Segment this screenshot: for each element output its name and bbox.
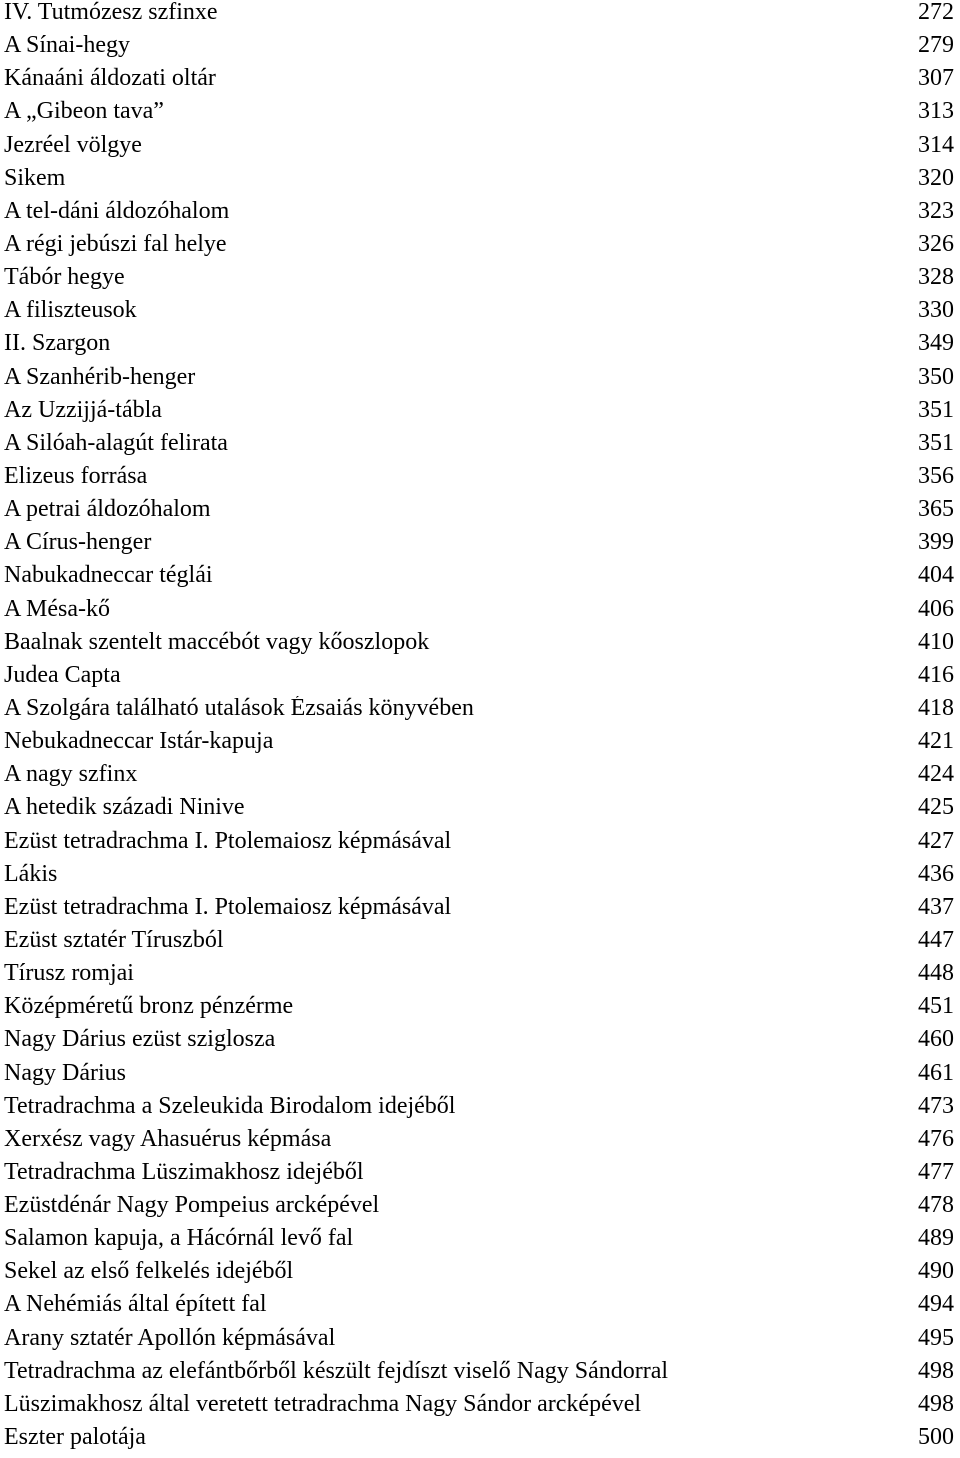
- toc-entry: [4, 431, 954, 464]
- toc-entry: [4, 597, 954, 630]
- toc-entry-page-number: 448: [918, 960, 954, 987]
- toc-entry: [4, 994, 954, 1027]
- toc-entry: [4, 1127, 954, 1160]
- toc-entry: [4, 1359, 954, 1392]
- toc-entry-title: Tábór hegye: [4, 265, 125, 290]
- table-of-illustrations: [4, 0, 954, 1458]
- toc-entry: [4, 398, 954, 431]
- toc-entry-title: Jezréel völgye: [4, 132, 142, 157]
- toc-entry-title: Ezüst sztatér Tíruszból: [4, 927, 224, 952]
- toc-entry: [4, 133, 954, 166]
- toc-entry-page-number: 427: [918, 827, 954, 854]
- toc-entry: [4, 265, 954, 298]
- toc-entry-page-number: 489: [918, 1225, 954, 1252]
- toc-entry-page-number: 307: [918, 65, 954, 92]
- toc-entry-page-number: 351: [918, 429, 954, 456]
- toc-entry-page-number: 350: [918, 363, 954, 390]
- toc-entry-page-number: 418: [918, 694, 954, 721]
- toc-entry-title: Tetradrachma az elefántbőrből készült fejdíszt viselő Nagy Sándorral: [4, 1358, 669, 1383]
- toc-entry-page-number: 365: [918, 496, 954, 523]
- toc-entry-title: Nebukadneccar Istár-kapuja: [4, 729, 274, 754]
- toc-entry-title: Középméretű bronz pénzérme: [4, 994, 294, 1019]
- toc-entry: [4, 928, 954, 961]
- toc-entry-title: A Sínai-hegy: [4, 33, 130, 58]
- toc-entry-page-number: 436: [918, 860, 954, 887]
- toc-entry: [4, 795, 954, 828]
- toc-entry-title: Elizeus forrása: [4, 463, 148, 488]
- toc-entry-page-number: 425: [918, 794, 954, 821]
- toc-entry: [4, 961, 954, 994]
- toc-entry: [4, 1292, 954, 1325]
- toc-entry-title: A „Gibeon tava”: [4, 99, 164, 124]
- toc-entry: [4, 1392, 954, 1425]
- toc-entry-title: Xerxész vagy Ahasuérus képmása: [4, 1126, 332, 1151]
- toc-entry-title: A Nehémiás által épített fal: [4, 1292, 267, 1317]
- toc-entry-page-number: 498: [918, 1357, 954, 1384]
- toc-entry: [4, 563, 954, 596]
- toc-entry-title: A Szanhérib-henger: [4, 364, 196, 389]
- toc-entry: [4, 1160, 954, 1193]
- toc-entry-title: Baalnak szentelt maccébót vagy kőoszlopok: [4, 629, 430, 654]
- toc-entry-page-number: 404: [918, 562, 954, 589]
- toc-entry-page-number: 494: [918, 1291, 954, 1318]
- toc-entry: [4, 298, 954, 331]
- toc-entry-title: Eszter palotája: [4, 1425, 146, 1450]
- toc-entry-title: A Szolgára található utalások Ézsaiás könyvében: [4, 695, 474, 720]
- toc-entry-title: Salamon kapuja, a Hácórnál levő fal: [4, 1226, 354, 1251]
- toc-entry-title: Nabukadneccar téglái: [4, 563, 213, 588]
- toc-entry-page-number: 349: [918, 330, 954, 357]
- toc-entry-title: Judea Capta: [4, 662, 121, 687]
- toc-entry: [4, 365, 954, 398]
- toc-entry-title: A petrai áldozóhalom: [4, 497, 211, 522]
- toc-entry-title: Sekel az első felkelés idejéből: [4, 1259, 294, 1284]
- toc-entry: [4, 862, 954, 895]
- toc-entry-title: A nagy szfinx: [4, 762, 138, 787]
- toc-entry: [4, 33, 954, 66]
- toc-entry-page-number: 272: [918, 0, 954, 25]
- toc-entry: [4, 1259, 954, 1292]
- toc-entry: [4, 1193, 954, 1226]
- toc-entry-page-number: 460: [918, 1026, 954, 1053]
- toc-entry-title: IV. Tutmózesz szfinxe: [4, 0, 218, 24]
- toc-entry-page-number: 416: [918, 661, 954, 688]
- toc-entry-page-number: 500: [918, 1424, 954, 1451]
- toc-entry-page-number: 437: [918, 893, 954, 920]
- toc-entry-page-number: 451: [918, 993, 954, 1020]
- toc-entry: [4, 630, 954, 663]
- toc-entry-page-number: 421: [918, 728, 954, 755]
- toc-entry-title: A hetedik századi Ninive: [4, 795, 245, 820]
- toc-entry: [4, 0, 954, 33]
- toc-entry-title: A Círus-henger: [4, 530, 152, 555]
- toc-entry-title: Nagy Dárius: [4, 1060, 126, 1085]
- toc-entry-page-number: 323: [918, 197, 954, 224]
- toc-entry: [4, 696, 954, 729]
- toc-entry-page-number: 326: [918, 230, 954, 257]
- toc-entry-title: Sikem: [4, 165, 66, 190]
- toc-entry: [4, 530, 954, 563]
- toc-entry: [4, 99, 954, 132]
- toc-entry-title: A régi jebúszi fal helye: [4, 231, 227, 256]
- toc-entry: [4, 729, 954, 762]
- toc-entry-page-number: 351: [918, 396, 954, 423]
- toc-entry: [4, 166, 954, 199]
- toc-entry-page-number: 320: [918, 164, 954, 191]
- toc-entry-page-number: 478: [918, 1192, 954, 1219]
- toc-entry: [4, 1425, 954, 1458]
- toc-entry-page-number: 399: [918, 529, 954, 556]
- toc-entry-title: A tel-dáni áldozóhalom: [4, 198, 230, 223]
- toc-entry-page-number: 424: [918, 761, 954, 788]
- toc-entry-title: Lüszimakhosz által veretett tetradrachma Nagy Sándor arcképével: [4, 1391, 642, 1416]
- toc-entry: [4, 762, 954, 795]
- toc-entry-title: A Mésa-kő: [4, 596, 110, 621]
- toc-entry-title: Ezüst tetradrachma I. Ptolemaiosz képmásával: [4, 894, 452, 919]
- toc-entry-title: Tetradrachma a Szeleukida Birodalom idejéből: [4, 1093, 456, 1118]
- toc-entry-title: II. Szargon: [4, 331, 111, 356]
- toc-entry-page-number: 410: [918, 628, 954, 655]
- toc-entry: [4, 66, 954, 99]
- toc-entry: [4, 1326, 954, 1359]
- toc-entry-title: Tetradrachma Lüszimakhosz idejéből: [4, 1159, 364, 1184]
- toc-entry-title: Az Uzzijjá-tábla: [4, 397, 162, 422]
- toc-entry-title: Nagy Dárius ezüst sziglosza: [4, 1027, 276, 1052]
- toc-entry-page-number: 476: [918, 1125, 954, 1152]
- toc-entry-page-number: 461: [918, 1059, 954, 1086]
- toc-entry-page-number: 328: [918, 264, 954, 291]
- toc-entry-title: Ezüstdénár Nagy Pompeius arcképével: [4, 1193, 380, 1218]
- toc-entry: [4, 1027, 954, 1060]
- toc-entry-page-number: 447: [918, 926, 954, 953]
- toc-entry-title: Arany sztatér Apollón képmásával: [4, 1325, 336, 1350]
- toc-entry-page-number: 356: [918, 462, 954, 489]
- toc-entry-page-number: 314: [918, 131, 954, 158]
- toc-entry: [4, 1094, 954, 1127]
- toc-entry-page-number: 473: [918, 1092, 954, 1119]
- toc-entry: [4, 895, 954, 928]
- toc-entry-title: Kánaáni áldozati oltár: [4, 66, 216, 91]
- toc-entry: [4, 1226, 954, 1259]
- toc-entry-title: A Silóah-alagút felirata: [4, 430, 228, 455]
- toc-entry-title: Tírusz romjai: [4, 961, 134, 986]
- toc-entry-title: Lákis: [4, 861, 58, 886]
- toc-entry: [4, 1061, 954, 1094]
- toc-entry-page-number: 313: [918, 98, 954, 125]
- toc-entry: [4, 497, 954, 530]
- toc-entry: [4, 464, 954, 497]
- toc-entry: [4, 663, 954, 696]
- toc-entry-page-number: 279: [918, 32, 954, 59]
- toc-entry-page-number: 330: [918, 297, 954, 324]
- toc-entry-page-number: 490: [918, 1258, 954, 1285]
- toc-entry: [4, 199, 954, 232]
- toc-entry: [4, 232, 954, 265]
- toc-entry: [4, 331, 954, 364]
- toc-entry-page-number: 406: [918, 595, 954, 622]
- toc-entry-title: A filiszteusok: [4, 298, 137, 323]
- toc-entry-page-number: 477: [918, 1158, 954, 1185]
- toc-entry-page-number: 498: [918, 1390, 954, 1417]
- toc-entry: [4, 829, 954, 862]
- toc-entry-title: Ezüst tetradrachma I. Ptolemaiosz képmásával: [4, 828, 452, 853]
- toc-entry-page-number: 495: [918, 1324, 954, 1351]
